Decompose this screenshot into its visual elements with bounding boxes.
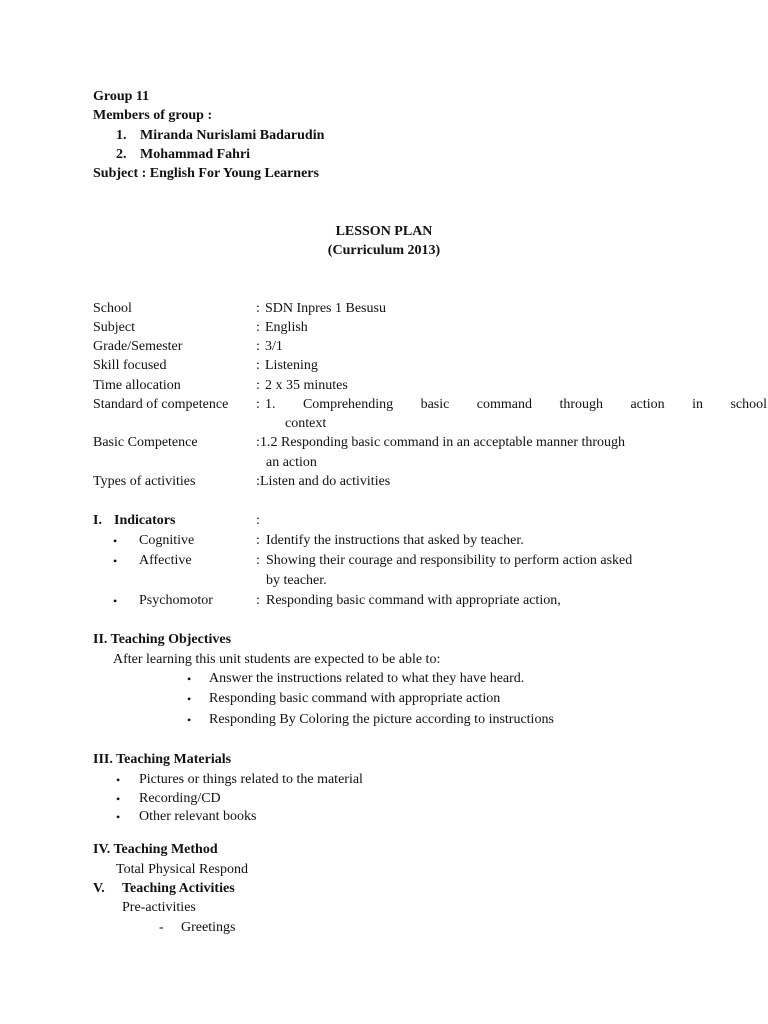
colon: :: [256, 533, 260, 548]
info-value: 1. Comprehending basic command through action in school: [265, 397, 767, 412]
info-label: Standard of competence: [93, 397, 229, 412]
info-row: [93, 356, 675, 375]
info-label: Time allocation: [93, 378, 181, 393]
section-number: I.: [93, 513, 102, 528]
section-number: V.: [93, 881, 105, 896]
member-number: 2.: [116, 147, 127, 162]
info-value: Listen and do activities: [260, 474, 391, 489]
material-item: Recording/CD: [139, 791, 221, 806]
method-text: Total Physical Respond: [116, 862, 249, 877]
members-label: Members of group :: [93, 108, 213, 123]
info-label: School: [93, 301, 132, 316]
info-value: English: [265, 320, 308, 335]
colon: :: [256, 339, 260, 354]
indicator-label: Affective: [139, 553, 192, 568]
bullet-icon: •: [116, 792, 121, 806]
doc-title: LESSON PLAN: [335, 224, 433, 239]
info-value-continued: an action: [266, 455, 317, 470]
colon: :: [256, 301, 260, 316]
member-name: Mohammad Fahri: [140, 147, 251, 162]
info-label: Subject: [93, 320, 135, 335]
indicator-value-continued: by teacher.: [266, 573, 327, 588]
bullet-icon: •: [116, 810, 121, 824]
info-row: [93, 395, 767, 414]
bullet-icon: •: [113, 554, 118, 568]
material-item: Pictures or things related to the material: [139, 772, 363, 787]
bullet-icon: •: [113, 594, 118, 608]
indicator-value: Identify the instructions that asked by teacher.: [266, 533, 524, 548]
section-heading-materials: III. Teaching Materials: [93, 752, 232, 767]
info-value-continued: context: [285, 416, 327, 431]
section-heading-indicators: Indicators: [114, 513, 176, 528]
objective-item: Answer the instructions related to what they have heard.: [209, 671, 525, 686]
info-value: SDN Inpres 1 Besusu: [265, 301, 386, 316]
colon: :: [256, 397, 260, 412]
bullet-icon: •: [187, 713, 192, 727]
section-heading-objectives: II. Teaching Objectives: [93, 632, 232, 647]
info-label: Basic Competence: [93, 435, 198, 450]
info-row: [93, 299, 675, 318]
objective-item: Responding By Coloring the picture according to instructions: [209, 712, 554, 727]
info-row: [93, 337, 675, 356]
info-label: Types of activities: [93, 474, 196, 489]
activities-subheading: Pre-activities: [122, 900, 196, 915]
colon: :: [256, 378, 260, 393]
info-row: [93, 472, 675, 491]
member-number: 1.: [116, 128, 127, 143]
indicator-label: Psychomotor: [139, 593, 213, 608]
info-label: Skill focused: [93, 358, 167, 373]
colon: :: [256, 320, 260, 335]
info-row: [93, 376, 675, 395]
doc-subtitle: (Curriculum 2013): [327, 243, 441, 258]
info-row: [93, 433, 675, 452]
colon: :: [256, 358, 260, 373]
info-value: 1.2 Responding basic command in an acceptable manner through: [260, 435, 626, 450]
section-heading-method: IV. Teaching Method: [93, 842, 218, 857]
activity-item: Greetings: [181, 920, 236, 935]
bullet-icon: •: [187, 672, 192, 686]
info-value: 2 x 35 minutes: [265, 378, 348, 393]
colon: :: [256, 553, 260, 568]
info-value: 3/1: [265, 339, 283, 354]
group-label: Group 11: [93, 89, 150, 104]
bullet-icon: •: [187, 692, 192, 706]
objective-item: Responding basic command with appropriate action: [209, 691, 501, 706]
info-value: Listening: [265, 358, 318, 373]
colon: :: [256, 474, 260, 489]
dash-marker: -: [159, 920, 164, 935]
section-heading-activities: Teaching Activities: [122, 881, 235, 896]
member-name: Miranda Nurislami Badarudin: [140, 128, 325, 143]
indicator-value: Showing their courage and responsibility to perform action asked: [266, 553, 633, 568]
indicator-value: Responding basic command with appropriate action,: [266, 593, 561, 608]
indicator-label: Cognitive: [139, 533, 195, 548]
colon: :: [256, 435, 260, 450]
colon: :: [256, 513, 260, 528]
bullet-icon: •: [116, 773, 121, 787]
bullet-icon: •: [113, 534, 118, 548]
info-row: [93, 318, 675, 337]
material-item: Other relevant books: [139, 809, 257, 824]
objectives-intro: After learning this unit students are expected to be able to:: [113, 652, 441, 667]
subject-line: Subject : English For Young Learners: [93, 166, 319, 181]
info-label: Grade/Semester: [93, 339, 183, 354]
colon: :: [256, 593, 260, 608]
